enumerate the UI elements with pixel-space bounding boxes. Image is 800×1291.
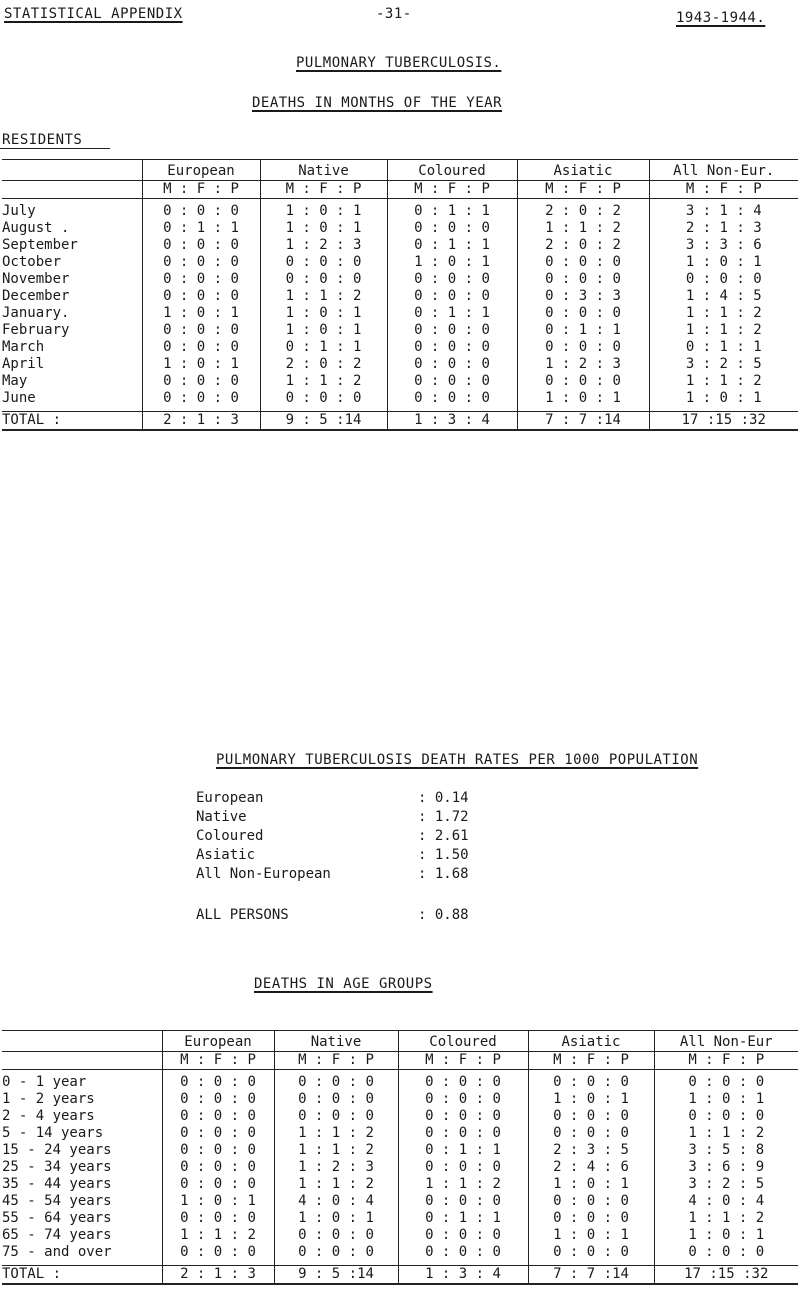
rate-sep: :	[418, 809, 427, 825]
rate-row	[196, 865, 515, 884]
month-row-cell: 1 : 0 : 1	[260, 220, 387, 237]
month-row-cell: 0 : 0 : 0	[260, 390, 387, 412]
rate-value: 1.68	[434, 866, 469, 882]
total-cell: 1 : 3 : 4	[398, 1266, 528, 1285]
age-row	[2, 1227, 798, 1244]
total-cell: 7 : 7 :14	[528, 1266, 654, 1285]
month-row-cell: 1 : 0 : 1	[517, 390, 649, 412]
age-row-cell: 0 : 0 : 0	[398, 1070, 528, 1092]
age-row	[2, 1125, 798, 1142]
month-row-cell: 1 : 1 : 2	[649, 322, 798, 339]
month-row-cell: 2 : 0 : 2	[260, 356, 387, 373]
month-row-label: May	[2, 373, 28, 389]
age-row	[2, 1244, 798, 1266]
month-row-cell: 2 : 0 : 2	[517, 237, 649, 254]
age-row-cell: 4 : 0 : 4	[274, 1193, 398, 1210]
month-row-label: December	[2, 288, 70, 304]
month-row-cell: 1 : 0 : 1	[649, 254, 798, 271]
age-row-cell: 1 : 1 : 2	[162, 1227, 274, 1244]
group-header: Native	[260, 160, 387, 181]
month-row-cell: 3 : 3 : 6	[649, 237, 798, 254]
rates-list	[196, 789, 515, 925]
age-row-cell: 0 : 1 : 1	[398, 1142, 528, 1159]
age-corner	[2, 1031, 162, 1052]
months-corner	[2, 160, 142, 181]
age-row-cell: 0 : 1 : 1	[398, 1210, 528, 1227]
age-row-cell: 0 : 0 : 0	[654, 1108, 798, 1125]
month-row-cell: 1 : 0 : 1	[142, 305, 260, 322]
age-row-cell: 1 : 1 : 2	[274, 1142, 398, 1159]
month-row-cell: 0 : 0 : 0	[517, 373, 649, 390]
month-row-cell: 0 : 0 : 0	[517, 339, 649, 356]
month-row	[2, 356, 798, 373]
month-row-label: October	[2, 254, 62, 270]
age-row-cell: 0 : 0 : 0	[162, 1091, 274, 1108]
residents-label: RESIDENTS	[2, 132, 83, 148]
month-row-cell: 0 : 1 : 1	[387, 237, 517, 254]
month-row	[2, 199, 798, 221]
month-row-cell: 1 : 2 : 3	[517, 356, 649, 373]
age-row-total	[2, 1266, 798, 1285]
age-row-cell: 1 : 1 : 2	[398, 1176, 528, 1193]
age-row-cell: 0 : 0 : 0	[398, 1193, 528, 1210]
age-row-cell: 1 : 0 : 1	[274, 1210, 398, 1227]
group-header: Asiatic	[517, 160, 649, 181]
age-row-cell: 1 : 0 : 1	[528, 1176, 654, 1193]
months-table	[2, 159, 798, 431]
rate-name: Coloured	[196, 828, 264, 844]
rate-value: 1.72	[434, 809, 469, 825]
rate-row	[196, 827, 515, 846]
rate-name: All Non-European	[196, 866, 331, 882]
age-group-header: European	[162, 1031, 274, 1052]
month-row-cell: 1 : 4 : 5	[649, 288, 798, 305]
month-row-cell: 0 : 0 : 0	[142, 322, 260, 339]
all-persons-row	[196, 906, 515, 925]
age-row-cell: 0 : 0 : 0	[162, 1176, 274, 1193]
month-row-cell: 0 : 0 : 0	[387, 373, 517, 390]
age-row-cell: 1 : 0 : 1	[162, 1193, 274, 1210]
month-row-cell: 1 : 0 : 1	[260, 305, 387, 322]
month-row-label: November	[2, 271, 70, 287]
total-cell: 9 : 5 :14	[274, 1266, 398, 1285]
age-row	[2, 1176, 798, 1193]
rates-title: PULMONARY TUBERCULOSIS DEATH RATES PER 1000 POPULATION	[216, 752, 699, 768]
month-row-total	[2, 412, 798, 431]
appendix-header: STATISTICAL APPENDIX	[4, 6, 183, 22]
total-cell: 2 : 1 : 3	[142, 412, 260, 431]
age-row-label: 75 - and over	[2, 1244, 112, 1260]
month-row-cell: 2 : 0 : 2	[517, 199, 649, 221]
age-row-cell: 1 : 0 : 1	[528, 1091, 654, 1108]
age-row-cell: 0 : 0 : 0	[274, 1091, 398, 1108]
age-group-header: Native	[274, 1031, 398, 1052]
rate-sep: :	[418, 790, 427, 806]
age-row-cell: 1 : 0 : 1	[654, 1091, 798, 1108]
total-cell: 17 :15 :32	[649, 412, 798, 431]
month-row-cell: 1 : 0 : 1	[649, 390, 798, 412]
age-row-cell: 0 : 0 : 0	[274, 1244, 398, 1266]
age-row	[2, 1159, 798, 1176]
sex-header: M : F : P	[142, 181, 260, 199]
rate-sep: :	[418, 866, 427, 882]
month-row-cell: 0 : 0 : 0	[142, 199, 260, 221]
age-row-label: 55 - 64 years	[2, 1210, 112, 1226]
age-row-cell: 0 : 0 : 0	[528, 1193, 654, 1210]
age-table	[2, 1030, 798, 1285]
month-row-label: March	[2, 339, 45, 355]
month-row-cell: 0 : 0 : 0	[387, 339, 517, 356]
age-row-cell: 3 : 5 : 8	[654, 1142, 798, 1159]
age-row-cell: 0 : 0 : 0	[654, 1070, 798, 1092]
sex-header: M : F : P	[517, 181, 649, 199]
age-row-cell: 2 : 3 : 5	[528, 1142, 654, 1159]
month-row-cell: 0 : 1 : 1	[649, 339, 798, 356]
rate-value: 1.50	[434, 847, 469, 863]
age-sex-header: M : F : P	[274, 1052, 398, 1070]
age-sex-header: M : F : P	[654, 1052, 798, 1070]
month-row-cell: 0 : 0 : 0	[387, 220, 517, 237]
rate-name: Asiatic	[196, 847, 256, 863]
month-row-cell: 0 : 0 : 0	[260, 271, 387, 288]
age-row-cell: 3 : 2 : 5	[654, 1176, 798, 1193]
age-row	[2, 1108, 798, 1125]
month-row-cell: 1 : 1 : 2	[649, 305, 798, 322]
total-label: TOTAL :	[2, 1266, 162, 1285]
month-row-cell: 0 : 0 : 0	[387, 322, 517, 339]
month-row-cell: 3 : 2 : 5	[649, 356, 798, 373]
month-row-cell: 0 : 0 : 0	[387, 288, 517, 305]
age-title: DEATHS IN AGE GROUPS	[254, 976, 433, 992]
age-row-cell: 0 : 0 : 0	[162, 1108, 274, 1125]
month-row	[2, 305, 798, 322]
age-row-cell: 0 : 0 : 0	[162, 1159, 274, 1176]
month-row-cell: 0 : 0 : 0	[142, 339, 260, 356]
age-row-label: 35 - 44 years	[2, 1176, 112, 1192]
age-row-cell: 3 : 6 : 9	[654, 1159, 798, 1176]
age-group-header: Coloured	[398, 1031, 528, 1052]
age-row-cell: 0 : 0 : 0	[528, 1210, 654, 1227]
all-persons-sep: :	[418, 907, 427, 923]
month-row-cell: 0 : 1 : 1	[387, 305, 517, 322]
month-row-cell: 0 : 0 : 0	[142, 237, 260, 254]
month-row-cell: 0 : 0 : 0	[142, 373, 260, 390]
age-group-header: All Non-Eur	[654, 1031, 798, 1052]
total-cell: 17 :15 :32	[654, 1266, 798, 1285]
age-row-label: 2 - 4 years	[2, 1108, 95, 1124]
month-row-cell: 0 : 0 : 0	[142, 254, 260, 271]
age-sex-header: M : F : P	[528, 1052, 654, 1070]
month-row-cell: 1 : 0 : 1	[260, 199, 387, 221]
month-row-cell: 0 : 0 : 0	[260, 254, 387, 271]
rate-name: Native	[196, 809, 247, 825]
rate-row	[196, 789, 515, 808]
age-row-cell: 1 : 2 : 3	[274, 1159, 398, 1176]
month-row-label: February	[2, 322, 70, 338]
month-row-label: April	[2, 356, 45, 372]
age-row	[2, 1142, 798, 1159]
age-row-label: 1 - 2 years	[2, 1091, 95, 1107]
rate-value: 2.61	[434, 828, 469, 844]
age-row-cell: 0 : 0 : 0	[654, 1244, 798, 1266]
month-row-cell: 1 : 1 : 2	[260, 373, 387, 390]
month-row	[2, 373, 798, 390]
age-row-cell: 0 : 0 : 0	[398, 1227, 528, 1244]
month-row-cell: 0 : 0 : 0	[142, 390, 260, 412]
month-row-label: August .	[2, 220, 70, 236]
month-row-cell: 1 : 1 : 2	[649, 373, 798, 390]
age-row-label: 5 - 14 years	[2, 1125, 104, 1141]
age-row-cell: 0 : 0 : 0	[398, 1125, 528, 1142]
age-row-cell: 0 : 0 : 0	[398, 1159, 528, 1176]
month-row-cell: 1 : 0 : 1	[387, 254, 517, 271]
month-row-cell: 0 : 0 : 0	[517, 305, 649, 322]
total-cell: 7 : 7 :14	[517, 412, 649, 431]
age-row-cell: 4 : 0 : 4	[654, 1193, 798, 1210]
month-row-label: July	[2, 203, 36, 219]
age-row	[2, 1193, 798, 1210]
sex-header: M : F : P	[260, 181, 387, 199]
month-row-cell: 2 : 1 : 3	[649, 220, 798, 237]
age-row-cell: 0 : 0 : 0	[274, 1227, 398, 1244]
rate-sep: :	[418, 828, 427, 844]
month-row-cell: 0 : 3 : 3	[517, 288, 649, 305]
age-row-cell: 0 : 0 : 0	[274, 1070, 398, 1092]
month-row	[2, 254, 798, 271]
month-row-cell: 1 : 0 : 1	[142, 356, 260, 373]
month-row-cell: 0 : 0 : 0	[142, 271, 260, 288]
month-row-cell: 0 : 0 : 0	[387, 356, 517, 373]
month-row	[2, 322, 798, 339]
group-header: Coloured	[387, 160, 517, 181]
month-row-cell: 1 : 1 : 2	[517, 220, 649, 237]
month-row-cell: 1 : 0 : 1	[260, 322, 387, 339]
age-sex-header: M : F : P	[162, 1052, 274, 1070]
group-header: All Non-Eur.	[649, 160, 798, 181]
month-row	[2, 271, 798, 288]
months-subtitle: DEATHS IN MONTHS OF THE YEAR	[252, 95, 503, 111]
month-row-label: January.	[2, 305, 70, 321]
rate-sep: :	[418, 847, 427, 863]
total-label: TOTAL :	[2, 412, 142, 431]
rate-name: European	[196, 790, 264, 806]
month-row-cell: 3 : 1 : 4	[649, 199, 798, 221]
month-row-label: September	[2, 237, 78, 253]
age-row-cell: 0 : 0 : 0	[274, 1108, 398, 1125]
rate-value: 0.14	[434, 790, 469, 806]
age-sex-header: M : F : P	[398, 1052, 528, 1070]
total-cell: 2 : 1 : 3	[162, 1266, 274, 1285]
age-row-label: 15 - 24 years	[2, 1142, 112, 1158]
age-row-cell: 0 : 0 : 0	[398, 1108, 528, 1125]
group-header: European	[142, 160, 260, 181]
age-row-cell: 0 : 0 : 0	[162, 1142, 274, 1159]
sex-header: M : F : P	[387, 181, 517, 199]
residents-rule	[0, 148, 110, 149]
age-row-cell: 0 : 0 : 0	[162, 1210, 274, 1227]
age-row	[2, 1091, 798, 1108]
month-row	[2, 220, 798, 237]
month-row-cell: 0 : 0 : 0	[387, 271, 517, 288]
month-row	[2, 339, 798, 356]
age-row	[2, 1070, 798, 1092]
month-row-cell: 0 : 0 : 0	[649, 271, 798, 288]
month-row-cell: 0 : 1 : 1	[142, 220, 260, 237]
age-row-cell: 1 : 1 : 2	[654, 1210, 798, 1227]
month-row-cell: 0 : 1 : 1	[517, 322, 649, 339]
main-title: PULMONARY TUBERCULOSIS.	[296, 55, 502, 71]
sex-header: M : F : P	[649, 181, 798, 199]
age-row-cell: 1 : 1 : 2	[274, 1125, 398, 1142]
month-row-cell: 0 : 0 : 0	[142, 288, 260, 305]
age-row-cell: 0 : 0 : 0	[528, 1070, 654, 1092]
page-number: -31-	[376, 6, 412, 22]
age-group-header: Asiatic	[528, 1031, 654, 1052]
age-row-label: 25 - 34 years	[2, 1159, 112, 1175]
age-row-cell: 0 : 0 : 0	[398, 1244, 528, 1266]
age-row-label: 65 - 74 years	[2, 1227, 112, 1243]
total-cell: 9 : 5 :14	[260, 412, 387, 431]
age-row-cell: 0 : 0 : 0	[162, 1125, 274, 1142]
age-corner-sub	[2, 1052, 162, 1070]
rate-row	[196, 846, 515, 865]
month-row	[2, 288, 798, 305]
all-persons-name: ALL PERSONS	[196, 907, 289, 923]
age-row-cell: 1 : 1 : 2	[274, 1176, 398, 1193]
month-row-cell: 0 : 0 : 0	[517, 254, 649, 271]
total-cell: 1 : 3 : 4	[387, 412, 517, 431]
month-row-cell: 1 : 2 : 3	[260, 237, 387, 254]
all-persons-value: 0.88	[434, 907, 469, 923]
year-range: 1943-1944.	[676, 10, 766, 26]
month-row-cell: 0 : 1 : 1	[387, 199, 517, 221]
age-row-label: 0 - 1 year	[2, 1074, 87, 1090]
age-row-cell: 2 : 4 : 6	[528, 1159, 654, 1176]
age-row-cell: 0 : 0 : 0	[528, 1244, 654, 1266]
month-row-label: June	[2, 390, 36, 406]
age-row-cell: 0 : 0 : 0	[528, 1125, 654, 1142]
age-row-cell: 0 : 0 : 0	[162, 1070, 274, 1092]
age-row	[2, 1210, 798, 1227]
month-row	[2, 390, 798, 412]
age-row-cell: 0 : 0 : 0	[398, 1091, 528, 1108]
age-row-cell: 1 : 0 : 1	[528, 1227, 654, 1244]
age-row-cell: 1 : 1 : 2	[654, 1125, 798, 1142]
age-row-cell: 0 : 0 : 0	[162, 1244, 274, 1266]
month-row-cell: 0 : 0 : 0	[387, 390, 517, 412]
age-row-cell: 1 : 0 : 1	[654, 1227, 798, 1244]
month-row	[2, 237, 798, 254]
rate-row	[196, 808, 515, 827]
age-row-cell: 0 : 0 : 0	[528, 1108, 654, 1125]
month-row-cell: 1 : 1 : 2	[260, 288, 387, 305]
months-corner-sub	[2, 181, 142, 199]
age-row-label: 45 - 54 years	[2, 1193, 112, 1209]
month-row-cell: 0 : 1 : 1	[260, 339, 387, 356]
month-row-cell: 0 : 0 : 0	[517, 271, 649, 288]
